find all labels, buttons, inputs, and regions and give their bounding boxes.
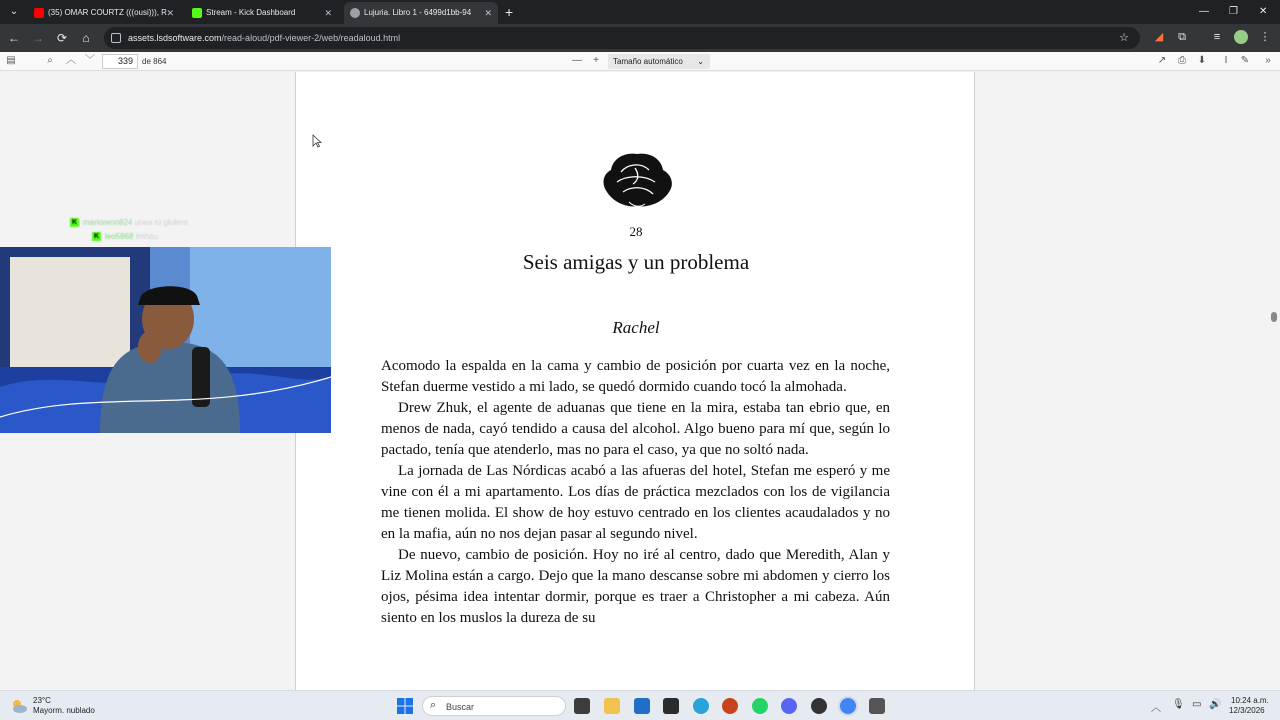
text-cursor-icon[interactable]: I: [1224, 55, 1228, 66]
mouse-cursor-icon: [312, 134, 322, 148]
discord-icon[interactable]: [781, 698, 797, 714]
microsoft-store-icon[interactable]: [634, 698, 650, 714]
forward-arrow-icon[interactable]: →: [32, 31, 44, 45]
tray-overflow-icon[interactable]: ︿: [1151, 703, 1161, 714]
paragraph: La jornada de Las Nórdicas acabó a las afueras del hotel, Stefan me esperó y me vine con él a mi apartamento. Los días de práctica mezclados con los de vigilancia me tienen molida. El show de hoy estuvo centrado en los clientes acaudalados y no en la mafia, aún no nos dejan pasar al segundo nivel.: [381, 463, 890, 542]
extension-icon[interactable]: ◢: [1154, 31, 1164, 43]
paragraph: Acomodo la espalda en la cama y cambio de posición por cuarta vez en la noche, Stefan duerme vestido a mi lado, se quedó dormido cuando tocó la almohada.: [381, 358, 890, 395]
more-tools-icon[interactable]: »: [1265, 55, 1271, 66]
search-icon: ⌕: [430, 699, 437, 711]
tab-close-icon[interactable]: ✕: [166, 8, 174, 18]
page-count: de 864: [142, 57, 167, 66]
chat-user: mariorenn824: [83, 218, 133, 227]
profile-avatar[interactable]: [1234, 30, 1248, 44]
search-placeholder: Buscar: [446, 702, 475, 712]
tab-lujuria[interactable]: [344, 2, 498, 24]
youtube-icon: [34, 8, 44, 18]
clock-date[interactable]: 12/3/2026: [1229, 706, 1265, 715]
zoom-value: Tamaño automático: [613, 57, 683, 66]
site-info-icon[interactable]: [111, 33, 121, 43]
chevron-down-icon: ⌄: [697, 57, 704, 66]
chrome-icon[interactable]: [840, 698, 856, 714]
vertical-scrollbar[interactable]: [1268, 72, 1280, 690]
file-explorer-icon[interactable]: [604, 698, 620, 714]
tab-close-icon[interactable]: ✕: [324, 8, 332, 18]
minimize-button[interactable]: —: [1199, 6, 1209, 17]
draw-pen-icon[interactable]: ✎: [1240, 55, 1250, 66]
url-text: [128, 27, 400, 49]
pdf-toolbar: [0, 52, 1280, 71]
url-host: assets.lsdsoftware.com: [128, 33, 222, 43]
address-bar[interactable]: [104, 27, 1140, 49]
globe-icon: [350, 8, 360, 18]
search-icon[interactable]: ⌕: [47, 55, 53, 66]
microphone-icon[interactable]: 🎙: [1172, 699, 1185, 710]
open-external-icon[interactable]: ↗: [1157, 55, 1167, 66]
chat-message: [70, 216, 310, 230]
app-icon[interactable]: [869, 698, 885, 714]
download-icon[interactable]: ⬇: [1197, 55, 1207, 66]
cloudy-weather-icon[interactable]: [10, 697, 28, 715]
tab-title: Stream - Kick Dashboard: [206, 8, 296, 17]
kick-icon: [192, 8, 202, 18]
chapter-body: [381, 356, 890, 629]
taskbar-search[interactable]: [422, 696, 566, 716]
browser-tab-strip: [0, 0, 1280, 24]
tab-youtube[interactable]: [28, 2, 180, 24]
chat-text: unea tú glutero: [134, 218, 188, 227]
clock-time[interactable]: 10:24 a.m.: [1231, 696, 1269, 705]
tab-close-icon[interactable]: ✕: [484, 8, 492, 18]
browser-menu-icon[interactable]: ⋮: [1259, 31, 1271, 43]
windows-taskbar: [0, 690, 1280, 720]
tab-title: (35) OMAR COURTZ (((ousi))), R: [48, 8, 167, 17]
new-tab-button[interactable]: +: [505, 4, 514, 20]
tab-title: Lujuria. Libro 1 - 6499d1bb-94: [364, 8, 472, 17]
extensions-puzzle-icon[interactable]: ⧉: [1178, 31, 1186, 43]
chat-text: Imhau: [135, 232, 158, 241]
next-page-icon[interactable]: ﹀: [85, 55, 95, 66]
close-window-button[interactable]: ✕: [1259, 6, 1268, 17]
zoom-out-button[interactable]: —: [572, 55, 582, 66]
capcut-icon[interactable]: [663, 698, 679, 714]
browser-toolbar: [0, 24, 1280, 52]
paragraph: De nuevo, cambio de posición. Hoy no iré al centro, dado que Meredith, Alan y Liz Molina están a cargo. Dejo que la mano descanse sobre mi abdomen y cierro los ojos, pésima idea intentar dormir, porque es traer a Christopher a mi cabeza. Aún siento en los muslos la dureza de su: [381, 547, 890, 626]
kick-badge-icon: K: [71, 219, 78, 227]
chapter-number: 28: [629, 224, 643, 239]
narrator-heading: Rachel: [612, 318, 660, 337]
chat-message: [70, 230, 310, 244]
weather-description: Mayorm. nublado: [33, 706, 95, 715]
webcam-overlay: [0, 247, 331, 433]
home-icon[interactable]: ⌂: [82, 31, 90, 45]
task-view-icon[interactable]: [574, 698, 590, 714]
restore-button[interactable]: ❐: [1229, 6, 1238, 17]
edge-icon[interactable]: [693, 698, 709, 714]
network-icon[interactable]: ▭: [1192, 699, 1202, 710]
zoom-in-button[interactable]: +: [593, 55, 599, 66]
windows-start-icon[interactable]: [396, 697, 414, 715]
previous-page-icon[interactable]: ︿: [66, 55, 76, 66]
sidebar-toggle-icon[interactable]: ▤: [6, 55, 16, 66]
zoom-select[interactable]: [608, 54, 710, 69]
obs-icon[interactable]: [811, 698, 827, 714]
stream-chat-overlay: [70, 216, 310, 244]
whatsapp-icon[interactable]: [752, 698, 768, 714]
webcam-feed-image: [0, 247, 331, 433]
page-number-input[interactable]: 339: [102, 54, 138, 69]
bookmark-star-icon[interactable]: ☆: [1119, 32, 1129, 44]
reload-icon[interactable]: ⟳: [56, 31, 68, 45]
pdf-page: [295, 72, 975, 690]
chapter-title: Seis amigas y un problema: [522, 250, 750, 274]
brave-icon[interactable]: [722, 698, 738, 714]
print-icon[interactable]: ⎙: [1178, 55, 1186, 66]
kick-badge-icon: K: [93, 233, 100, 241]
chat-user: leo5868: [105, 232, 134, 241]
scrollbar-thumb[interactable]: [1271, 312, 1277, 322]
volume-icon[interactable]: 🔊: [1209, 699, 1222, 710]
tab-kick-dashboard[interactable]: [186, 2, 338, 24]
url-path: /read-aloud/pdf-viewer-2/web/readaloud.html: [221, 33, 401, 43]
paragraph: Drew Zhuk, el agente de aduanas que tiene en la mira, estaba tan ebrio que, en menos de nada, cayó tendido a causa del alcohol. Algo bueno para mí que, según lo pactado, tenía que atenderlo, mas no para el caso, ya que no soltó nada.: [381, 400, 890, 458]
tab-search-icon[interactable]: ⌄: [9, 6, 19, 17]
weather-temperature: 23°C: [33, 696, 51, 705]
rose-icon: [599, 150, 675, 210]
back-arrow-icon[interactable]: ←: [8, 31, 20, 45]
media-control-icon[interactable]: ≡: [1213, 31, 1221, 43]
